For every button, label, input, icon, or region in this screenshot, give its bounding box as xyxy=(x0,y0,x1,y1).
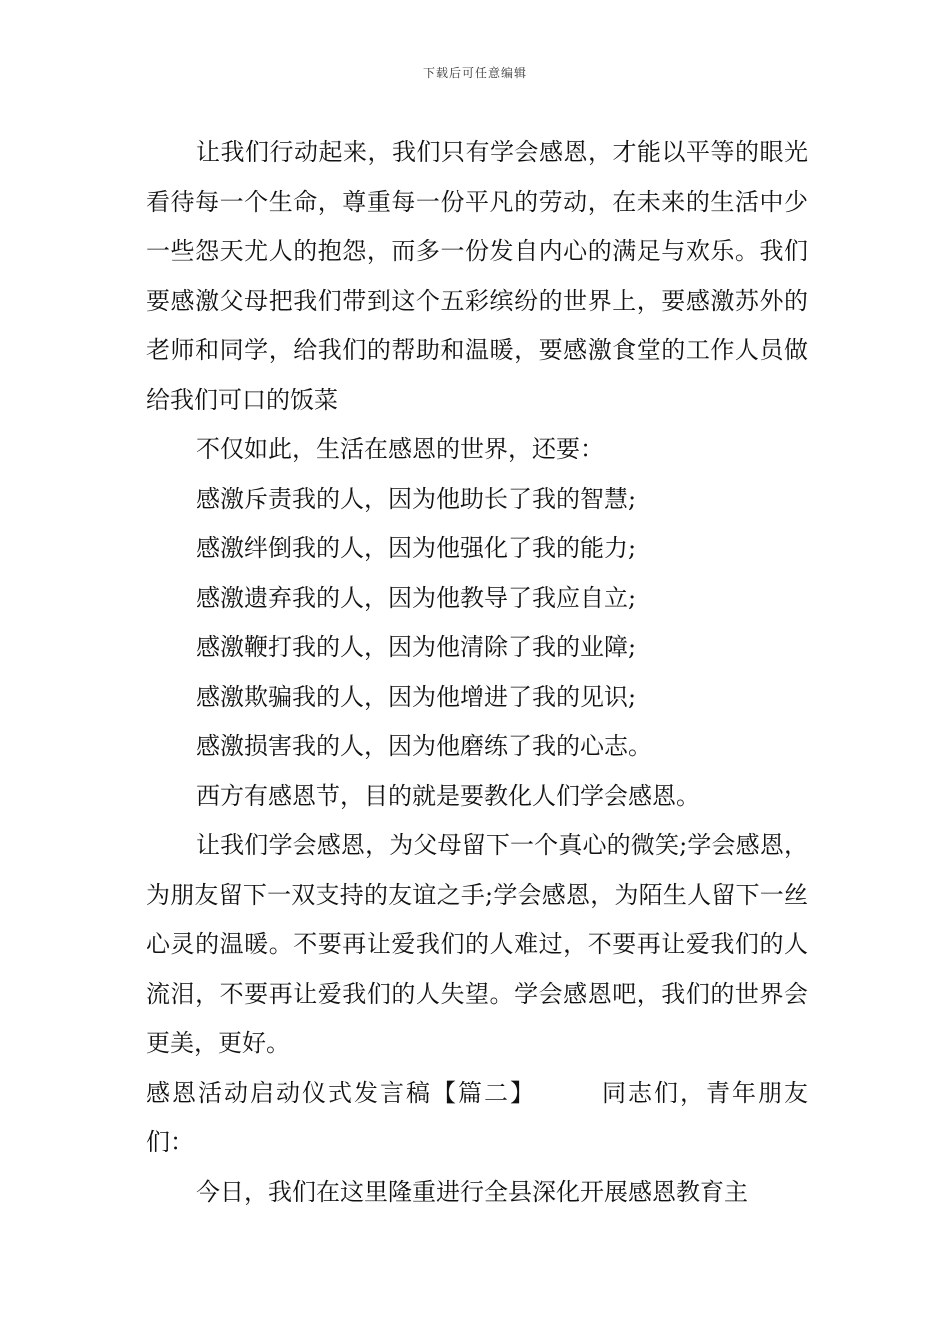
salutation: 同志们，青年朋友们： xyxy=(146,1078,808,1156)
paragraph-opening: 今日，我们在这里隆重进行全县深化开展感恩教育主 xyxy=(196,1177,748,1206)
paragraph-1: 让我们行动起来，我们只有学会感恩，才能以平等的眼光看待每一个生命，尊重每一份平凡的劳动，在未来的生活中少一些怨天尤人的抱怨，而多一份发自内心的满足与欢乐。我们要感激父母把我们带到这个五彩缤纷的世界上，要感激苏外的老师和同学，给我们的帮助和温暖，要感激食堂的工作人员做给我们可口的饭菜 xyxy=(146,138,808,414)
gratitude-line-1: 感激斥责我的人，因为他助长了我的智慧; xyxy=(196,484,637,513)
document-body xyxy=(146,128,808,1217)
gratitude-line-2: 感激绊倒我的人，因为他强化了我的能力; xyxy=(196,534,637,562)
paragraph-learn-gratitude: 让我们学会感恩，为父母留下一个真心的微笑;学会感恩，为朋友留下一双支持的友谊之手;学会感恩，为陌生人留下一丝心灵的温暖。不要再让爱我们的人难过，不要再让爱我们的人流泪，不要再让爱我们的人失望。学会感恩吧，我们的世界会更美，更好。 xyxy=(146,831,808,1057)
gratitude-line-5: 感激欺骗我的人，因为他增进了我的见识; xyxy=(196,682,637,711)
gratitude-line-6: 感激损害我的人，因为他磨练了我的心志。 xyxy=(196,732,652,760)
section-heading: 感恩活动启动仪式发言稿【篇二】 xyxy=(146,1078,536,1107)
page-header-note: 下载后可任意编辑 xyxy=(422,66,527,80)
paragraph-thanksgiving: 西方有感恩节，目的就是要教化人们学会感恩。 xyxy=(196,781,700,810)
gratitude-line-4: 感激鞭打我的人，因为他清除了我的业障; xyxy=(196,633,637,661)
paragraph-2: 不仅如此，生活在感恩的世界，还要： xyxy=(196,435,604,463)
section-heading-line xyxy=(146,1069,808,1168)
gratitude-line-3: 感激遗弃我的人，因为他教导了我应自立; xyxy=(196,583,637,612)
